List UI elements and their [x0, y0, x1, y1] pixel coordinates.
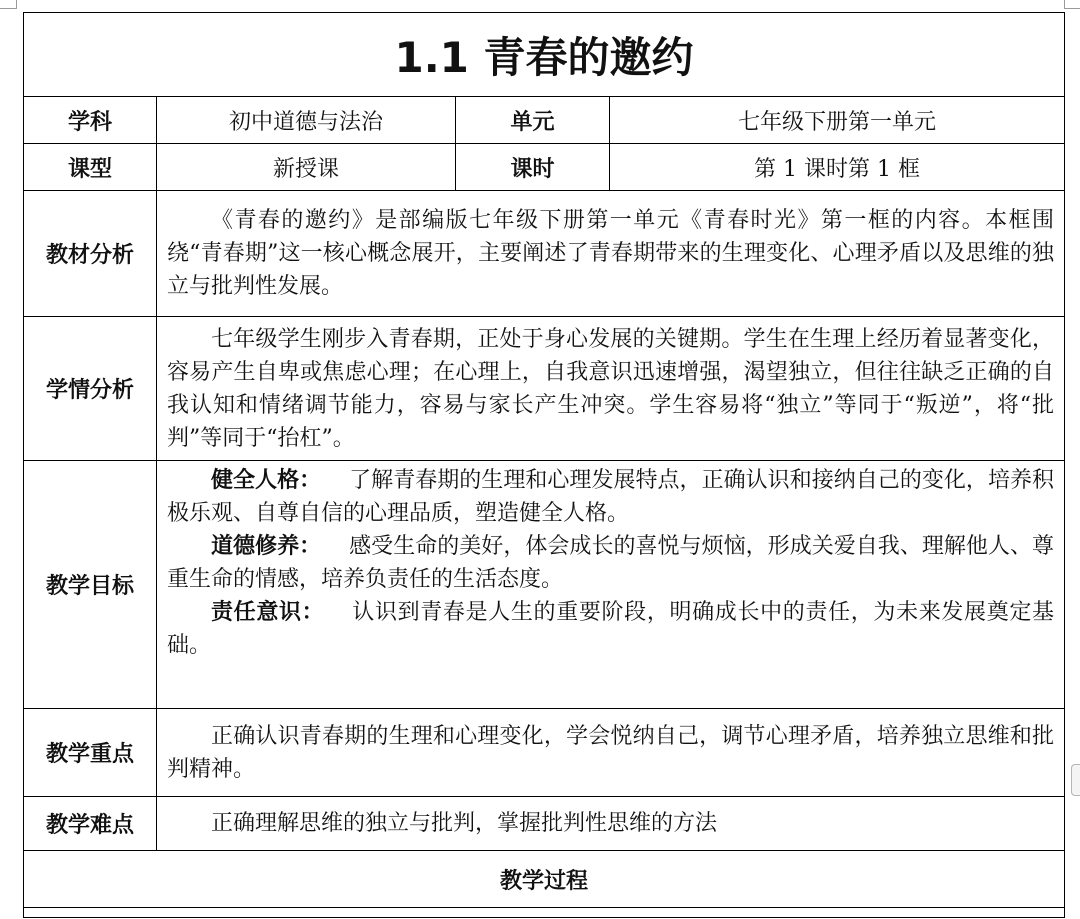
textbook-analysis-content	[157, 191, 1065, 317]
key-points-label: 教学重点	[24, 709, 157, 797]
title-row	[24, 13, 1065, 97]
objective-heading: 健全人格：	[211, 468, 322, 493]
period-value: 第 1 课时第 1 框	[610, 144, 1065, 191]
objective-heading: 责任意识：	[211, 600, 325, 625]
subject-value: 初中道德与法治	[157, 97, 456, 144]
teaching-process-header: 教学过程	[24, 851, 1065, 908]
meta-row-subject	[24, 97, 1065, 144]
objectives-label: 教学目标	[24, 461, 157, 709]
student-analysis-label: 学情分析	[24, 317, 157, 461]
student-analysis-content	[157, 317, 1065, 461]
student-analysis-text: 七年级学生刚步入青春期，正处于身心发展的关键期。学生在生理上经历着显著变化，容易产生自卑或焦虑心理；在心理上，自我意识迅速增强，渴望独立，但往往缺乏正确的自我认知和情绪调节能力，容易与家长产生冲突。学生容易将“独立”等同于“叛逆”，将“批判”等同于“抬杠”。	[167, 326, 1055, 451]
process-header-row	[24, 851, 1065, 908]
objective-item	[167, 464, 1054, 530]
page-corner-mark-top-right	[1064, 0, 1065, 9]
textbook-analysis-row	[24, 191, 1065, 317]
meta-row-type	[24, 144, 1065, 191]
page-corner-mark-top-right	[1064, 8, 1080, 9]
difficulty-label: 教学难点	[24, 797, 157, 851]
key-points-content	[157, 709, 1065, 797]
page-corner-mark-top-left	[16, 0, 17, 9]
difficulty-row	[24, 797, 1065, 851]
lesson-plan-table	[23, 12, 1065, 918]
page-corner-mark-top-left	[0, 8, 16, 9]
student-analysis-row	[24, 317, 1065, 461]
objective-text: 了解青春期的生理和心理发展特点，正确认识和接纳自己的变化，培养积极乐观、自尊自信的心理品质，塑造健全人格。	[167, 468, 1055, 526]
page-title: 1.1 青春的邀约	[24, 13, 1065, 97]
objective-text: 感受生命的美好，体会成长的喜悦与烦恼，形成关爱自我、理解他人、尊重生命的情感，培养负责任的生活态度。	[167, 534, 1055, 592]
type-value: 新授课	[157, 144, 456, 191]
objective-item	[167, 530, 1054, 596]
difficulty-content	[157, 797, 1065, 851]
teaching-process-body	[24, 908, 1065, 918]
objective-text: 认识到青春是人生的重要阶段，明确成长中的责任，为未来发展奠定基础。	[167, 600, 1055, 658]
key-points-row	[24, 709, 1065, 797]
unit-label: 单元	[456, 97, 610, 144]
objectives-row	[24, 461, 1065, 709]
type-label: 课型	[24, 144, 157, 191]
textbook-analysis-label: 教材分析	[24, 191, 157, 317]
objective-item	[167, 596, 1054, 662]
scroll-side-handle[interactable]	[1071, 764, 1080, 796]
objectives-content	[157, 461, 1065, 709]
period-label: 课时	[456, 144, 610, 191]
objective-heading: 道德修养：	[211, 534, 322, 559]
difficulty-text: 正确理解思维的独立与批判，掌握批判性思维的方法	[211, 811, 718, 836]
unit-value: 七年级下册第一单元	[610, 97, 1065, 144]
textbook-analysis-text: 《青春的邀约》是部编版七年级下册第一单元《青春时光》第一框的内容。本框围绕“青春期”这一核心概念展开，主要阐述了青春期带来的生理变化、心理矛盾以及思维的独立与批判性发展。	[167, 208, 1055, 299]
subject-label: 学科	[24, 97, 157, 144]
key-points-text: 正确认识青春期的生理和心理变化，学会悦纳自己，调节心理矛盾，培养独立思维和批判精神。	[167, 723, 1055, 782]
process-body-row	[24, 908, 1065, 918]
